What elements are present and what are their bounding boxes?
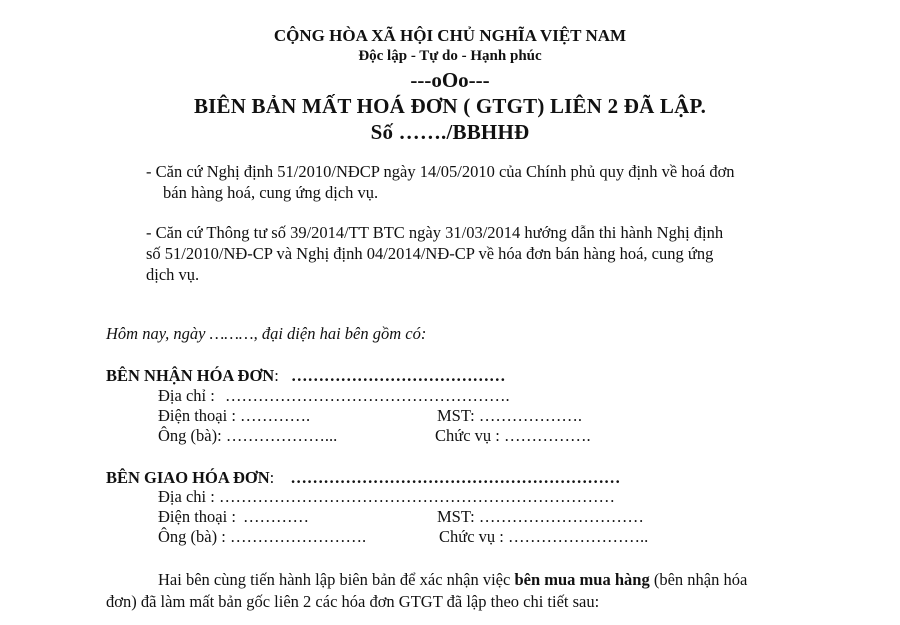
giver-heading: BÊN GIAO HÓA ĐƠN [106, 468, 270, 487]
receiver-position-field[interactable]: ……………. [503, 426, 591, 445]
receiver-address-label: Địa chỉ : [158, 386, 215, 405]
giver-position-label: Chức vụ : [439, 527, 504, 546]
receiver-heading: BÊN NHẬN HÓA ĐƠN [106, 366, 275, 385]
receiver-name-field[interactable]: ………………………………… [290, 366, 506, 385]
document-title: BIÊN BẢN MẤT HOÁ ĐƠN ( GTGT) LIÊN 2 ĐÃ LẬP. [193, 94, 707, 118]
closing-bold: bên mua mua hàng [514, 570, 650, 589]
giver-position-field[interactable]: …………………….. [507, 527, 649, 546]
legal-basis-2-line1: - Căn cứ Thông tư số 39/2014/TT BTC ngày 31/03/2014 hướng dẫn thi hành Nghị định [146, 223, 724, 242]
giver-heading-colon: : [269, 468, 275, 487]
giver-name-field[interactable]: …………………………………………………… [290, 468, 621, 487]
giver-person-field[interactable]: ……………………. [229, 527, 367, 546]
document-number: Số ……./BBHHĐ [370, 120, 530, 144]
giver-tax-label: MST: [437, 507, 475, 526]
legal-basis-1-line2: bán hàng hoá, cung ứng dịch vụ. [163, 183, 379, 202]
motto: Độc lập - Tự do - Hạnh phúc [358, 48, 542, 64]
giver-tax-field[interactable]: ………………………… [478, 507, 644, 526]
receiver-heading-colon: : [274, 366, 279, 385]
divider: ---oOo--- [410, 68, 490, 92]
legal-basis-2-line3: dịch vụ. [146, 265, 200, 284]
receiver-tax-field[interactable]: ………………. [478, 406, 582, 425]
giver-address-label: Địa chi : [158, 487, 215, 506]
receiver-phone-label: Điện thoại : [158, 406, 236, 425]
closing-part1: Hai bên cùng tiến hành lập biên bản để xác nhận việc [158, 570, 515, 589]
receiver-phone-field[interactable]: …………. [240, 406, 311, 425]
giver-address-field[interactable]: ……………………………………………………………… [218, 487, 615, 506]
receiver-position-label: Chức vụ : [435, 426, 500, 445]
legal-basis-2-line2: số 51/2010/NĐ-CP và Nghị định 04/2014/NĐ-CP về hóa đơn bán hàng hoá, cung ứng [146, 244, 714, 263]
legal-basis-1-line1: - Căn cứ Nghị định 51/2010/NĐCP ngày 14/05/2010 của Chính phủ quy định về hoá đơn [146, 162, 735, 181]
receiver-tax-label: MST: [437, 406, 475, 425]
closing-part2: (bên nhận hóa [649, 570, 748, 589]
receiver-address-field[interactable]: ……………………………………………. [224, 386, 510, 405]
giver-person-label: Ông (bà) : [158, 527, 226, 546]
receiver-person-field[interactable]: ………………... [225, 426, 338, 445]
closing-line2: đơn) đã làm mất bản gốc liên 2 các hóa đơn GTGT đã lập theo chi tiết sau: [106, 592, 600, 611]
giver-phone-field[interactable]: ………… [243, 507, 310, 526]
receiver-person-label: Ông (bà): [158, 426, 222, 445]
nation-heading: CỘNG HÒA XÃ HỘI CHỦ NGHĨA VIỆT NAM [273, 26, 627, 45]
intro-line: Hôm nay, ngày ………, đại diện hai bên gồm có: [106, 324, 427, 343]
giver-phone-label: Điện thoại : [158, 507, 236, 526]
